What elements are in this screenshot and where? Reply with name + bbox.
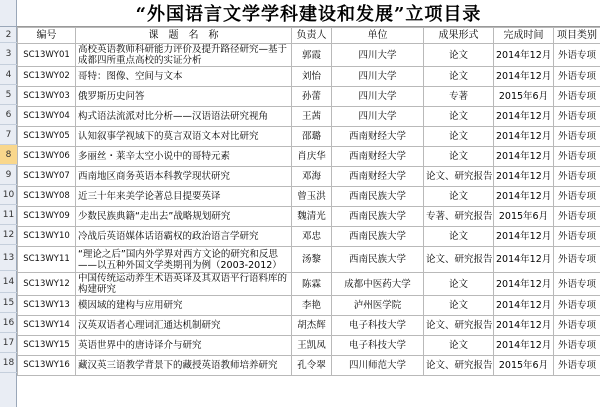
- cell-form[interactable]: 论文、研究报告: [424, 167, 494, 187]
- cell-category[interactable]: 外语专项: [554, 44, 600, 67]
- cell-form[interactable]: 论文: [424, 107, 494, 127]
- cell-unit[interactable]: 四川大学: [332, 107, 424, 127]
- table-row: [18, 316, 600, 336]
- cell-leader[interactable]: 邵璐: [292, 127, 332, 147]
- cell-unit[interactable]: 西南财经大学: [332, 147, 424, 167]
- cell-code[interactable]: SC13WY02: [18, 67, 76, 87]
- cell-name[interactable]: 构式语法流派对比分析——汉语语法研究视角: [76, 107, 292, 127]
- header-category[interactable]: 项目类别: [554, 28, 600, 44]
- cell-leader[interactable]: 李艳: [292, 296, 332, 316]
- cell-time[interactable]: 2014年12月: [494, 273, 554, 296]
- cell-category[interactable]: 外语专项: [554, 87, 600, 107]
- table-row: [18, 336, 600, 356]
- row-number[interactable]: 8: [0, 145, 17, 165]
- cell-leader[interactable]: 陈霖: [292, 273, 332, 296]
- cell-leader[interactable]: 刘怡: [292, 67, 332, 87]
- cell-code[interactable]: SC13WY05: [18, 127, 76, 147]
- cell-code[interactable]: SC13WY11: [18, 247, 76, 273]
- table-row: [18, 187, 600, 207]
- cell-time[interactable]: 2014年12月: [494, 247, 554, 273]
- cell-time[interactable]: 2015年6月: [494, 356, 554, 376]
- header-code[interactable]: 编号: [18, 28, 76, 44]
- cell-code[interactable]: SC13WY08: [18, 187, 76, 207]
- cell-code[interactable]: SC13WY09: [18, 207, 76, 227]
- row-number[interactable]: 6: [0, 105, 17, 125]
- cell-time[interactable]: 2014年12月: [494, 227, 554, 247]
- cell-name[interactable]: 认知叙事学视域下的莫言双语文本对比研究: [76, 127, 292, 147]
- cell-leader[interactable]: 魏清光: [292, 207, 332, 227]
- cell-time[interactable]: 2015年6月: [494, 87, 554, 107]
- row-number[interactable]: 7: [0, 125, 17, 145]
- cell-time[interactable]: 2014年12月: [494, 127, 554, 147]
- table-row: [18, 273, 600, 296]
- table-row: [18, 147, 600, 167]
- cell-leader[interactable]: 孙蕾: [292, 87, 332, 107]
- cell-leader[interactable]: 郭霞: [292, 44, 332, 67]
- cell-time[interactable]: 2014年12月: [494, 187, 554, 207]
- row-number[interactable]: 3: [0, 43, 17, 65]
- cell-leader[interactable]: 王茜: [292, 107, 332, 127]
- cell-code[interactable]: SC13WY14: [18, 316, 76, 336]
- row-number[interactable]: 18: [0, 353, 17, 373]
- table-row: [18, 207, 600, 227]
- cell-time[interactable]: 2014年12月: [494, 336, 554, 356]
- table-row: [18, 296, 600, 316]
- project-table: [17, 27, 600, 376]
- cell-code[interactable]: SC13WY15: [18, 336, 76, 356]
- row-number[interactable]: 9: [0, 165, 17, 185]
- cell-name[interactable]: 中国传统运动养生术语英译及其双语平行语料库的构建研究: [76, 273, 292, 296]
- table-row: [18, 127, 600, 147]
- cell-form[interactable]: 论文: [424, 273, 494, 296]
- cell-leader[interactable]: 孔令翠: [292, 356, 332, 376]
- cell-leader[interactable]: 肖庆华: [292, 147, 332, 167]
- cell-unit[interactable]: 泸州医学院: [332, 296, 424, 316]
- cell-form[interactable]: 论文: [424, 147, 494, 167]
- cell-form[interactable]: 论文: [424, 44, 494, 67]
- row-number[interactable]: 13: [0, 245, 17, 271]
- cell-name[interactable]: 西南地区商务英语本科教学现状研究: [76, 167, 292, 187]
- cell-category[interactable]: 外语专项: [554, 167, 600, 187]
- cell-leader[interactable]: 曾玉洪: [292, 187, 332, 207]
- cell-form[interactable]: 论文、研究报告: [424, 316, 494, 336]
- cell-category[interactable]: 外语专项: [554, 296, 600, 316]
- cell-name[interactable]: 模因域的建构与应用研究: [76, 296, 292, 316]
- row-number[interactable]: 14: [0, 271, 17, 293]
- row-number[interactable]: 16: [0, 313, 17, 333]
- cell-name[interactable]: 近三十年来美学论著总目提要英译: [76, 187, 292, 207]
- cell-code[interactable]: SC13WY06: [18, 147, 76, 167]
- cell-category[interactable]: 外语专项: [554, 207, 600, 227]
- cell-category[interactable]: 外语专项: [554, 356, 600, 376]
- cell-category[interactable]: 外语专项: [554, 67, 600, 87]
- cell-unit[interactable]: 西南民族大学: [332, 207, 424, 227]
- row-header-column: [0, 0, 17, 407]
- cell-time[interactable]: 2014年12月: [494, 44, 554, 67]
- cell-category[interactable]: 外语专项: [554, 316, 600, 336]
- cell-form[interactable]: 论文: [424, 67, 494, 87]
- cell-code[interactable]: SC13WY04: [18, 107, 76, 127]
- cell-code[interactable]: SC13WY01: [18, 44, 76, 67]
- row-number[interactable]: 4: [0, 65, 17, 85]
- cell-name[interactable]: 汉英双语者心理词汇通达机制研究: [76, 316, 292, 336]
- cell-unit[interactable]: 西南民族大学: [332, 227, 424, 247]
- cell-form[interactable]: 论文、研究报告: [424, 356, 494, 376]
- cell-leader[interactable]: 胡杰辉: [292, 316, 332, 336]
- header-name[interactable]: 课 题 名 称: [76, 28, 292, 44]
- cell-unit[interactable]: 电子科技大学: [332, 316, 424, 336]
- cell-unit[interactable]: 西南财经大学: [332, 167, 424, 187]
- cell-leader[interactable]: 汤黎: [292, 247, 332, 273]
- table-header-row: [18, 28, 600, 44]
- table-row: [18, 44, 600, 67]
- cell-unit[interactable]: 西南民族大学: [332, 187, 424, 207]
- cell-category[interactable]: 外语专项: [554, 147, 600, 167]
- table-row: [18, 247, 600, 273]
- table-row: [18, 107, 600, 127]
- cell-unit[interactable]: 成都中医药大学: [332, 273, 424, 296]
- row-number[interactable]: 2: [0, 27, 17, 43]
- cell-name[interactable]: 俄罗斯历史问答: [76, 87, 292, 107]
- cell-form[interactable]: 论文: [424, 296, 494, 316]
- cell-form[interactable]: 论文、研究报告: [424, 247, 494, 273]
- cell-unit[interactable]: 四川大学: [332, 87, 424, 107]
- cell-time[interactable]: 2014年12月: [494, 296, 554, 316]
- cell-unit[interactable]: 西南财经大学: [332, 127, 424, 147]
- table-row: [18, 227, 600, 247]
- select-all-corner[interactable]: [0, 0, 17, 27]
- table-row: [18, 87, 600, 107]
- cell-form[interactable]: 论文: [424, 227, 494, 247]
- cell-name[interactable]: 冷战后英语媒体话语霸权的政治语言学研究: [76, 227, 292, 247]
- cell-name[interactable]: “理论之后”国内外学界对西方文论的研究和反思——以五种外国文学类期刊为例（2003-2012）: [76, 247, 292, 273]
- cell-time[interactable]: 2014年12月: [494, 67, 554, 87]
- cell-form[interactable]: 专著、研究报告: [424, 207, 494, 227]
- cell-leader[interactable]: 邓忠: [292, 227, 332, 247]
- cell-leader[interactable]: 王凯凤: [292, 336, 332, 356]
- header-unit[interactable]: 单位: [332, 28, 424, 44]
- cell-category[interactable]: 外语专项: [554, 187, 600, 207]
- cell-code[interactable]: SC13WY16: [18, 356, 76, 376]
- cell-code[interactable]: SC13WY03: [18, 87, 76, 107]
- cell-category[interactable]: 外语专项: [554, 227, 600, 247]
- cell-category[interactable]: 外语专项: [554, 336, 600, 356]
- cell-category[interactable]: 外语专项: [554, 127, 600, 147]
- header-time[interactable]: 完成时间: [494, 28, 554, 44]
- cell-category[interactable]: 外语专项: [554, 107, 600, 127]
- cell-form[interactable]: 论文: [424, 336, 494, 356]
- cell-code[interactable]: SC13WY13: [18, 296, 76, 316]
- row-number[interactable]: 15: [0, 293, 17, 313]
- cell-name[interactable]: 藏汉英三语教学背景下的藏授英语教师培养研究: [76, 356, 292, 376]
- cell-category[interactable]: 外语专项: [554, 273, 600, 296]
- cell-name[interactable]: 哥特：图像、空间与文本: [76, 67, 292, 87]
- cell-time[interactable]: 2014年12月: [494, 316, 554, 336]
- table-row: [18, 167, 600, 187]
- header-leader[interactable]: 负责人: [292, 28, 332, 44]
- cell-time[interactable]: 2015年6月: [494, 207, 554, 227]
- header-form[interactable]: 成果形式: [424, 28, 494, 44]
- table-row: [18, 356, 600, 376]
- sheet-title[interactable]: “外国语言文学学科建设和发展”立项目录: [17, 0, 600, 27]
- cell-name[interactable]: 英语世界中的唐诗译介与研究: [76, 336, 292, 356]
- cell-code[interactable]: SC13WY10: [18, 227, 76, 247]
- cell-unit[interactable]: 西南民族大学: [332, 247, 424, 273]
- cell-form[interactable]: 专著: [424, 87, 494, 107]
- cell-time[interactable]: 2014年12月: [494, 167, 554, 187]
- cell-code[interactable]: SC13WY07: [18, 167, 76, 187]
- cell-category[interactable]: 外语专项: [554, 247, 600, 273]
- cell-unit[interactable]: 电子科技大学: [332, 336, 424, 356]
- cell-unit[interactable]: 四川大学: [332, 44, 424, 67]
- cell-time[interactable]: 2014年12月: [494, 107, 554, 127]
- table-row: [18, 67, 600, 87]
- cell-name[interactable]: 高校英语教师科研能力评价及提升路径研究—基于成都四所重点高校的实证分析: [76, 44, 292, 67]
- cell-form[interactable]: 论文: [424, 187, 494, 207]
- cell-unit[interactable]: 四川大学: [332, 67, 424, 87]
- row-number[interactable]: 17: [0, 333, 17, 353]
- row-number[interactable]: 11: [0, 205, 17, 225]
- cell-code[interactable]: SC13WY12: [18, 273, 76, 296]
- cell-unit[interactable]: 四川师范大学: [332, 356, 424, 376]
- row-number[interactable]: 5: [0, 85, 17, 105]
- row-number[interactable]: 12: [0, 225, 17, 245]
- cell-time[interactable]: 2014年12月: [494, 147, 554, 167]
- cell-name[interactable]: 少数民族典籍“走出去”战略规划研究: [76, 207, 292, 227]
- cell-form[interactable]: 论文: [424, 127, 494, 147]
- cell-name[interactable]: 多丽丝・莱辛太空小说中的哥特元素: [76, 147, 292, 167]
- cell-leader[interactable]: 邓海: [292, 167, 332, 187]
- row-number[interactable]: 10: [0, 185, 17, 205]
